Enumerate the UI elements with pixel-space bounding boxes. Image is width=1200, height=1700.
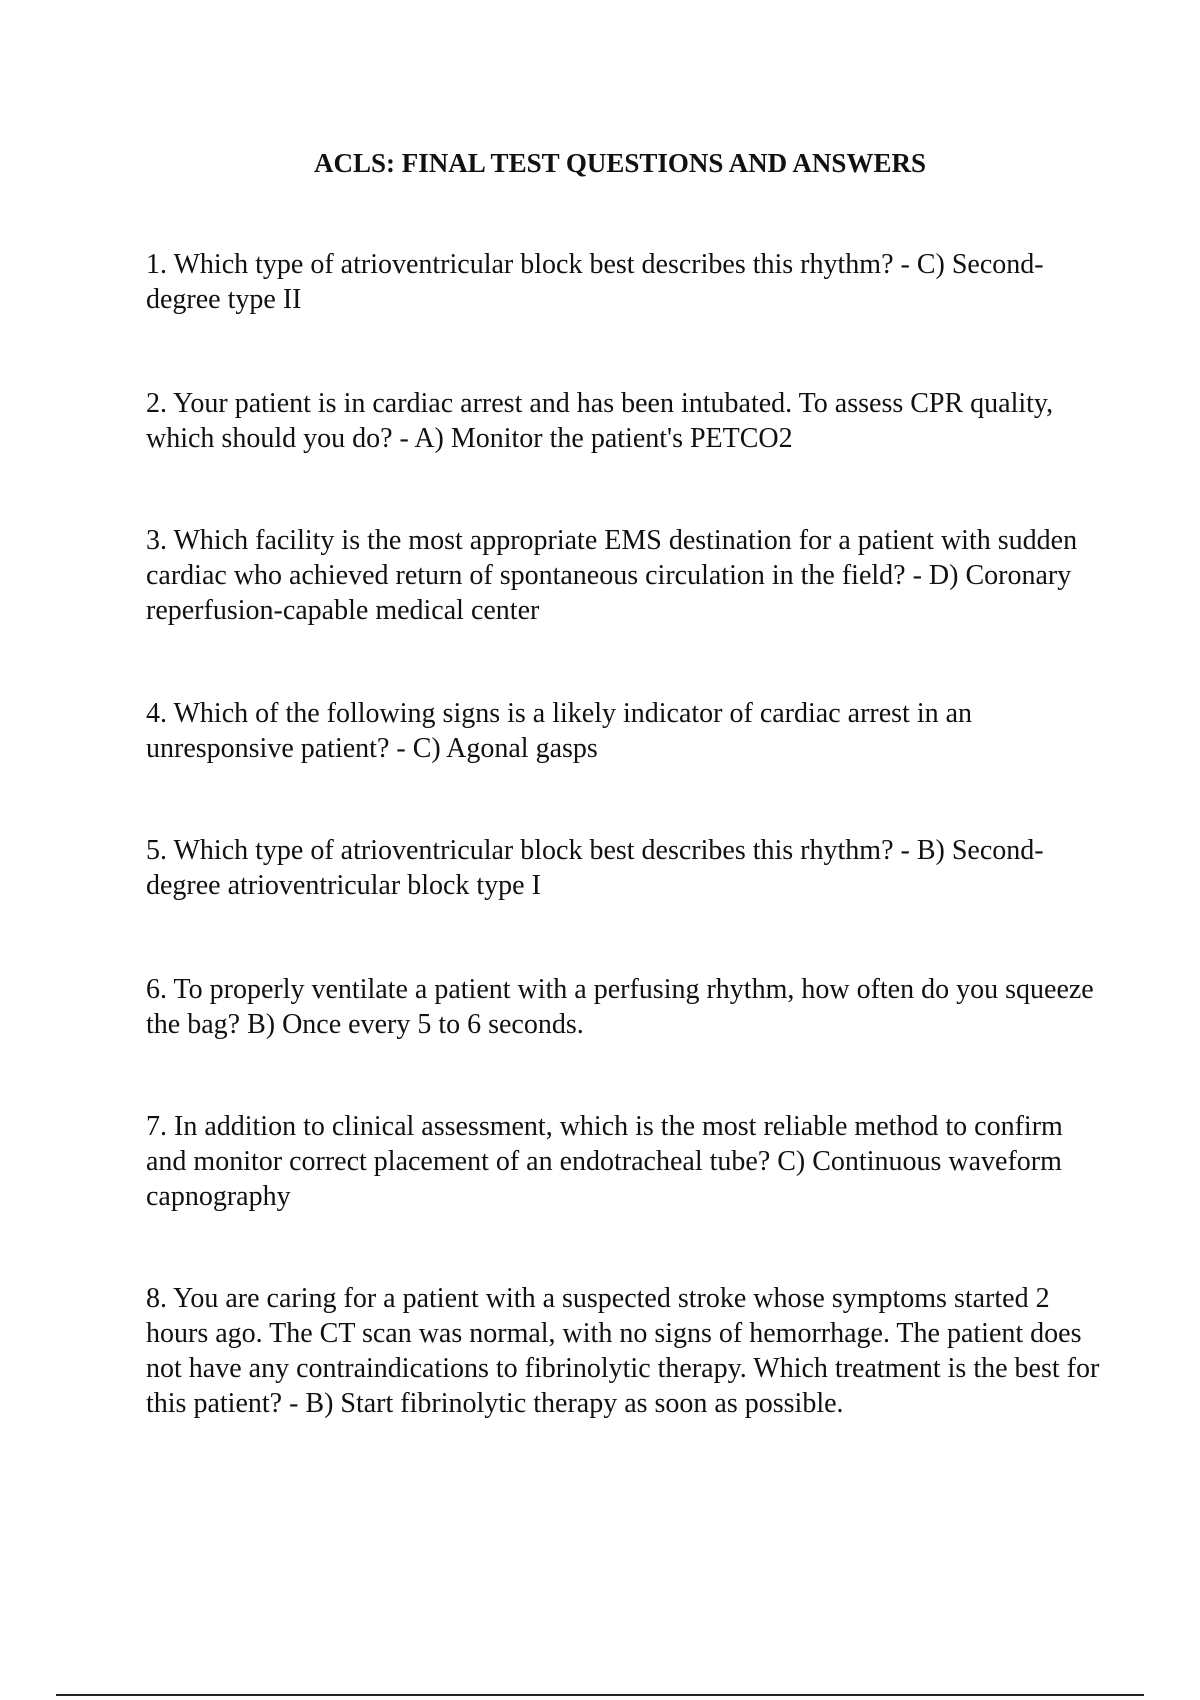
question-item-6: 6. To properly ventilate a patient with a perfusing rhythm, how often do you squeeze the bag? B) Once every 5 to 6 seconds. (146, 974, 1094, 1040)
question-item-5: 5. Which type of atrioventricular block best describes this rhythm? - B) Second-degree atrioventricular block type I (146, 835, 1044, 901)
question-item-7: 7. In addition to clinical assessment, which is the most reliable method to confirm and monitor correct placement of an endotracheal tube? C) Continuous waveform capnography (146, 1111, 1063, 1212)
question-item-8: 8. You are caring for a patient with a suspected stroke whose symptoms started 2 hours ago. The CT scan was normal, with no signs of hemorrhage. The patient does not have any contraindications to fibrinolytic therapy. Which treatment is the best for this patient? - B) Start fibrinolytic therapy as soon as possible. (146, 1283, 1100, 1419)
page-title: ACLS: FINAL TEST QUESTIONS AND ANSWERS (314, 148, 926, 178)
question-item-2: 2. Your patient is in cardiac arrest and has been intubated. To assess CPR quality, which should you do? - A) Monitor the patient's PETCO2 (146, 388, 1054, 454)
footer-divider (56, 1694, 1144, 1696)
question-item-1: 1. Which type of atrioventricular block best describes this rhythm? - C) Second-degree type II (146, 249, 1044, 315)
question-item-3: 3. Which facility is the most appropriate EMS destination for a patient with sudden cardiac who achieved return of spontaneous circulation in the field? - D) Coronary reperfusion-capable medical center (146, 525, 1078, 626)
question-item-4: 4. Which of the following signs is a likely indicator of cardiac arrest in an unresponsive patient? - C) Agonal gasps (146, 698, 973, 764)
